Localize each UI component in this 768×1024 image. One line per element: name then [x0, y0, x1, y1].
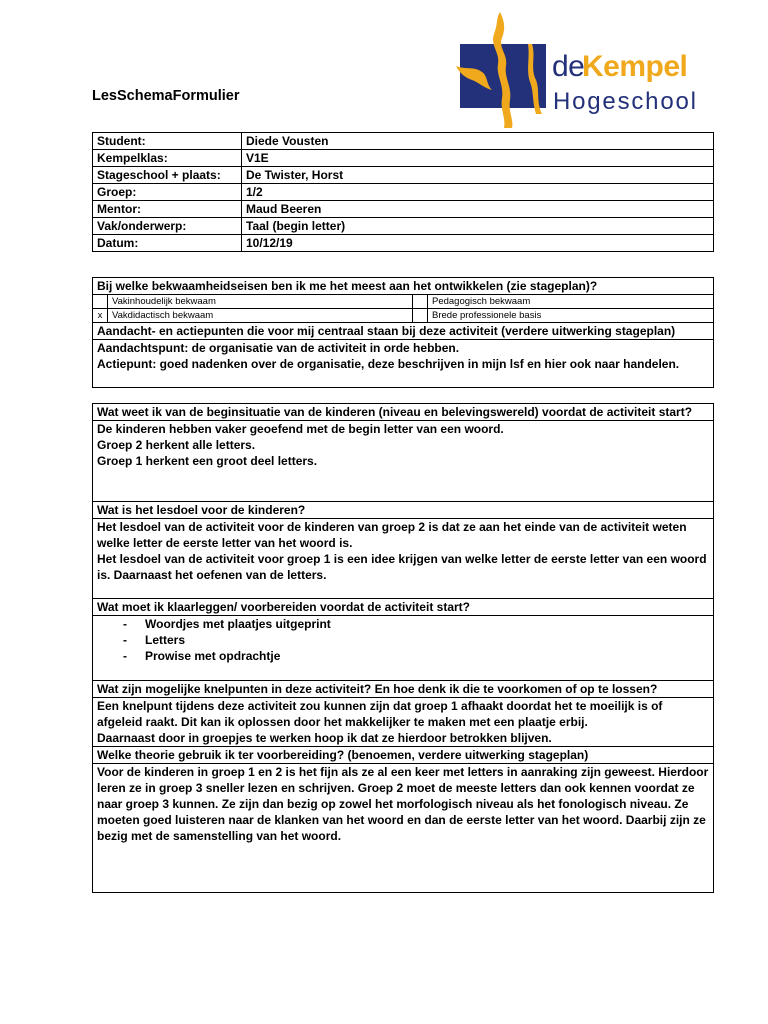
- logo-emblem-icon: [452, 10, 562, 130]
- lesdoel-question: Wat is het lesdoel voor de kinderen?: [93, 502, 714, 519]
- theorie-answer: [93, 764, 714, 893]
- competency-label: Vakdidactisch bekwaam: [108, 309, 413, 323]
- answer-line: Daarnaast door in groepjes te werken hoop ik dat ze hierdoor betrokken blijven.: [97, 731, 552, 745]
- preparation-list: [97, 616, 709, 664]
- competency-checkmark: [413, 295, 428, 309]
- answer-line: Een knelpunt tijdens deze activiteit zou kunnen zijn dat groep 1 afhaakt doordat het te moeilijk is of afgeleid raakt. Dit kan ik oplossen door het makkelijker te maken met een plaatje erbij.: [97, 699, 663, 729]
- info-value: Diede Vousten: [242, 133, 714, 150]
- info-row: [93, 235, 714, 252]
- competency-checkmark: [93, 295, 108, 309]
- info-label: Stageschool + plaats:: [93, 167, 242, 184]
- lesson-questions-table: [92, 403, 714, 893]
- answer-line: Het lesdoel van de activiteit voor de kinderen van groep 2 is dat ze aan het einde van de activiteit weten welke letter de eerste letter van het woord is.: [97, 520, 687, 550]
- info-label: Vak/onderwerp:: [93, 218, 242, 235]
- info-value: 10/12/19: [242, 235, 714, 252]
- knelpunten-answer: [93, 698, 714, 747]
- info-row: [93, 201, 714, 218]
- info-label: Kempelklas:: [93, 150, 242, 167]
- info-label: Mentor:: [93, 201, 242, 218]
- list-item: - Woordjes met plaatjes uitgeprint: [123, 616, 709, 632]
- voorbereiden-question: Wat moet ik klaarleggen/ voorbereiden voordat de activiteit start?: [93, 599, 714, 616]
- competency-checkmark: [413, 309, 428, 323]
- info-row: [93, 150, 714, 167]
- list-item: - Letters: [123, 632, 709, 648]
- theorie-question: Welke theorie gebruik ik ter voorbereiding? (benoemen, verdere uitwerking stageplan): [93, 747, 714, 764]
- info-value: De Twister, Horst: [242, 167, 714, 184]
- competency-label: Pedagogisch bekwaam: [428, 295, 714, 309]
- voorbereiden-answer: [93, 616, 714, 681]
- attention-line: Actiepunt: goed nadenken over de organisatie, deze beschrijven in mijn lsf en hier ook naar handelen.: [97, 357, 680, 371]
- list-item: - Prowise met opdrachtje: [123, 648, 709, 664]
- logo-subtitle: Hogeschool: [553, 88, 698, 115]
- knelpunten-question: Wat zijn mogelijke knelpunten in deze activiteit? En hoe denk ik die te voorkomen of op te lossen?: [93, 681, 714, 698]
- kempel-logo: [452, 10, 702, 130]
- answer-line: Groep 1 herkent een groot deel letters.: [97, 454, 318, 468]
- info-value: V1E: [242, 150, 714, 167]
- beginsituatie-answer: [93, 421, 714, 502]
- info-row: [93, 218, 714, 235]
- logo-brand-name: Kempel: [582, 50, 688, 83]
- info-row: [93, 184, 714, 201]
- info-row: [93, 133, 714, 150]
- answer-line: Voor de kinderen in groep 1 en 2 is het fijn als ze al een keer met letters in aanraking zijn geweest. Hierdoor leren ze in groep 3 sneller lezen en schrijven. Groep 2 moet de meeste letters dan ook kennen voordat ze naar groep 3 kunnen. Ze zijn dan bezig op zowel het morfologisch niveau als het fonologisch niveau. Ze moeten goed luisteren naar de klanken van het woord en dan de eerste letter van het woord. Daarbij zijn ze bezig met de samenstelling van het woord.: [97, 765, 709, 843]
- logo-prefix: de: [552, 50, 585, 83]
- page-title: LesSchemaFormulier: [92, 88, 240, 104]
- competency-label: Brede professionele basis: [428, 309, 714, 323]
- competencies-question: Bij welke bekwaamheidseisen ben ik me het meest aan het ontwikkelen (zie stageplan)?: [93, 278, 714, 295]
- competency-label: Vakinhoudelijk bekwaam: [108, 295, 413, 309]
- attention-header: Aandacht- en actiepunten die voor mij centraal staan bij deze activiteit (verdere uitwerking stageplan): [93, 323, 714, 340]
- info-label: Student:: [93, 133, 242, 150]
- attention-line: Aandachtspunt: de organisatie van de activiteit in orde hebben.: [97, 341, 460, 355]
- student-info-table: [92, 132, 714, 252]
- answer-line: Het lesdoel van de activiteit voor groep 1 is een idee krijgen van welke letter de eerste letter van een woord is. Daarnaast het oefenen van de letters.: [97, 552, 707, 582]
- info-label: Datum:: [93, 235, 242, 252]
- competencies-table: [92, 277, 714, 388]
- attention-content: [93, 340, 714, 388]
- info-row: [93, 167, 714, 184]
- lesdoel-answer: [93, 519, 714, 599]
- info-label: Groep:: [93, 184, 242, 201]
- competency-checkmark: x: [93, 309, 108, 323]
- info-value: Taal (begin letter): [242, 218, 714, 235]
- answer-line: De kinderen hebben vaker geoefend met de begin letter van een woord.: [97, 422, 504, 436]
- info-value: 1/2: [242, 184, 714, 201]
- beginsituatie-question: Wat weet ik van de beginsituatie van de kinderen (niveau en belevingswereld) voordat de activiteit start?: [93, 404, 714, 421]
- info-value: Maud Beeren: [242, 201, 714, 218]
- answer-line: Groep 2 herkent alle letters.: [97, 438, 256, 452]
